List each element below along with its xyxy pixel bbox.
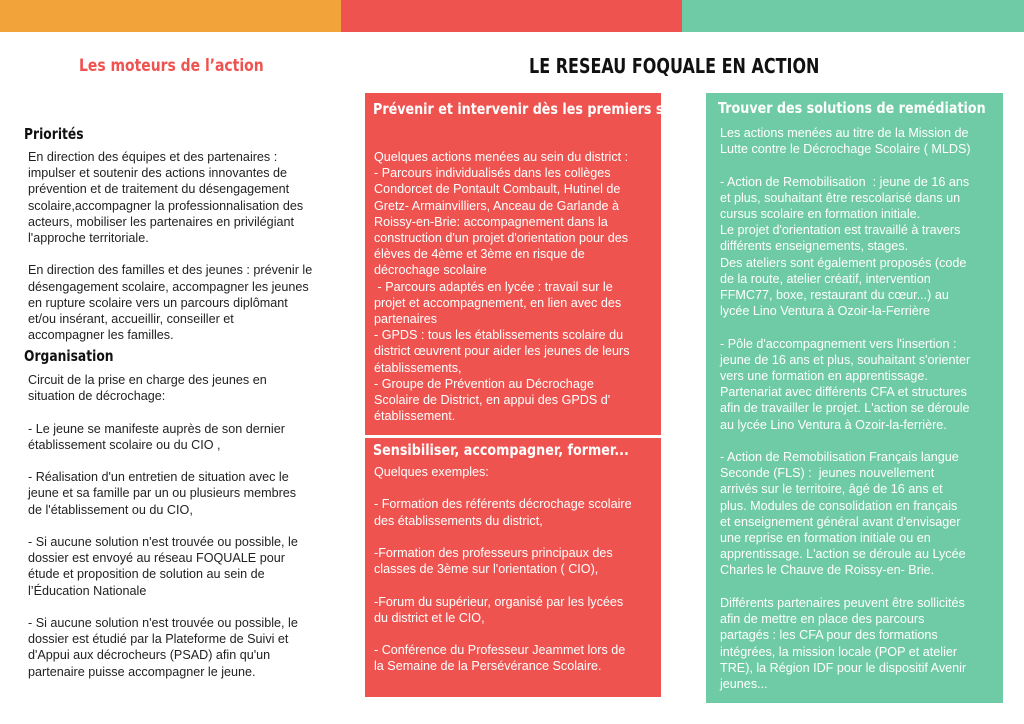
sensibiliser-text: Quelques exemples: - Formation des référents décrochage scolaire des établissements du district, -Formation des professeurs principaux des classes de 3ème sur l'orientation ( CIO), -Forum du supérieur, organisé par les lycées du district et le CIO, - Conférence du Professeur Jeammet lors de la Semaine de la Persévérance Scolaire. [374, 465, 632, 674]
priorites-heading: Priorités [24, 125, 84, 143]
prevenir-heading: Prévenir et intervenir dès les premiers signes [373, 100, 703, 118]
prevenir-text: Quelques actions menées au sein du district : - Parcours individualisés dans les collèges Condorcet de Pontault Combault, Hutinel de Gretz- Armainvilliers, Anceau de Garlande à Roissy-en-Brie: accompagnement dans la construction d'un projet d'orientation pour des élèves de 4ème et 3ème en risque de décrochage scolaire - Parcours adaptés en lycée : travail sur le projet et accompagnement, en lien avec des partenaires - GPDS : tous les établissements scolaire du district œuvrent pour aider les jeunes de leurs établissements, - Groupe de Prévention au Décrochage Scolaire de District, en appui des GPDS d' établissement. [374, 150, 630, 424]
top-bar-orange [0, 0, 341, 32]
left-column-title: Les moteurs de l’action [79, 56, 264, 76]
trouver-heading: Trouver des solutions de remédiation [718, 99, 986, 117]
sensibiliser-heading: Sensibiliser, accompagner, former... [373, 441, 629, 459]
top-bar-green [682, 0, 1024, 32]
trouver-panel [706, 93, 1003, 703]
trouver-text: Les actions menées au titre de la Mission de Lutte contre le Décrochage Scolaire ( MLDS) - Action de Remobilisation : jeune de 16 ans et plus, souhaitant être rescolarisé dans un cursus scolaire en formation initiale. Le projet d'orientation est travaillé à travers différents enseignements, stages. Des ateliers sont également proposés (code de la route, atelier créatif, intervention FFMC77, boxe, restaurant du cœur...) au lycée Lino Ventura à Ozoir-la-Ferrière - Pôle d'accompagnement vers l'insertion : jeune de 16 ans et plus, souhaitant s'orienter vers une formation en apprentissage. Partenariat avec différents CFA et structures afin de travailler le projet. L'action se déroule au lycée Lino Ventura à Ozoir-la-ferrière. - Action de Remobilisation Français langue Seconde (FLS) : jeunes nouvellement arrivés sur le territoire, âgé de 16 ans et plus. Modules de consolidation en français et enseignement général avant d'envisager une reprise en formation initiale ou en apprentissage. L'action se déroule au Lycée Charles le Chauve de Roissy-en- Brie. Différents partenaires peuvent être sollicités afin de mettre en place des parcours partagés : les CFA pour des formations intégrées, la mission locale (POP et atelier TRE), la Région IDF pour le dispositif Avenir jeunes... [720, 126, 971, 691]
top-bar-red [341, 0, 682, 32]
sensibiliser-panel [365, 438, 661, 697]
prevenir-panel [365, 93, 703, 435]
organisation-heading: Organisation [24, 347, 114, 365]
page-title: LE RESEAU FOQUALE EN ACTION [529, 54, 820, 78]
priorites-text: En direction des équipes et des partenaires : impulser et soutenir des actions innovantes de prévention et de traitement du désengagement scolaire,accompagner la professionnalisation des acteurs, mobiliser les partenaires en privilégiant l'approche territoriale. En direction des familles et des jeunes : prévenir le désengagement scolaire, accompagner les jeunes en rupture scolaire vers un parcours diplômant et/ou insérant, accueillir, conseiller et accompagner les familles. [28, 150, 313, 343]
organisation-text: Circuit de la prise en charge des jeunes en situation de décrochage: - Le jeune se manifeste auprès de son dernier établissement scolaire ou du CIO , - Réalisation d'un entretien de situation avec le jeune et sa famille par un ou plusieurs membres de l'établissement ou du CIO, - Si aucune solution n'est trouvée ou possible, le dossier est envoyé au réseau FOQUALE pour étude et proposition de solution au sein de l’Éducation Nationale - Si aucune solution n'est trouvée ou possible, le dossier est étudié par la Plateforme de Suivi et d'Appui aux décrocheurs (PSAD) afin qu'un partenaire puisse accompagner le jeune. [28, 373, 298, 679]
